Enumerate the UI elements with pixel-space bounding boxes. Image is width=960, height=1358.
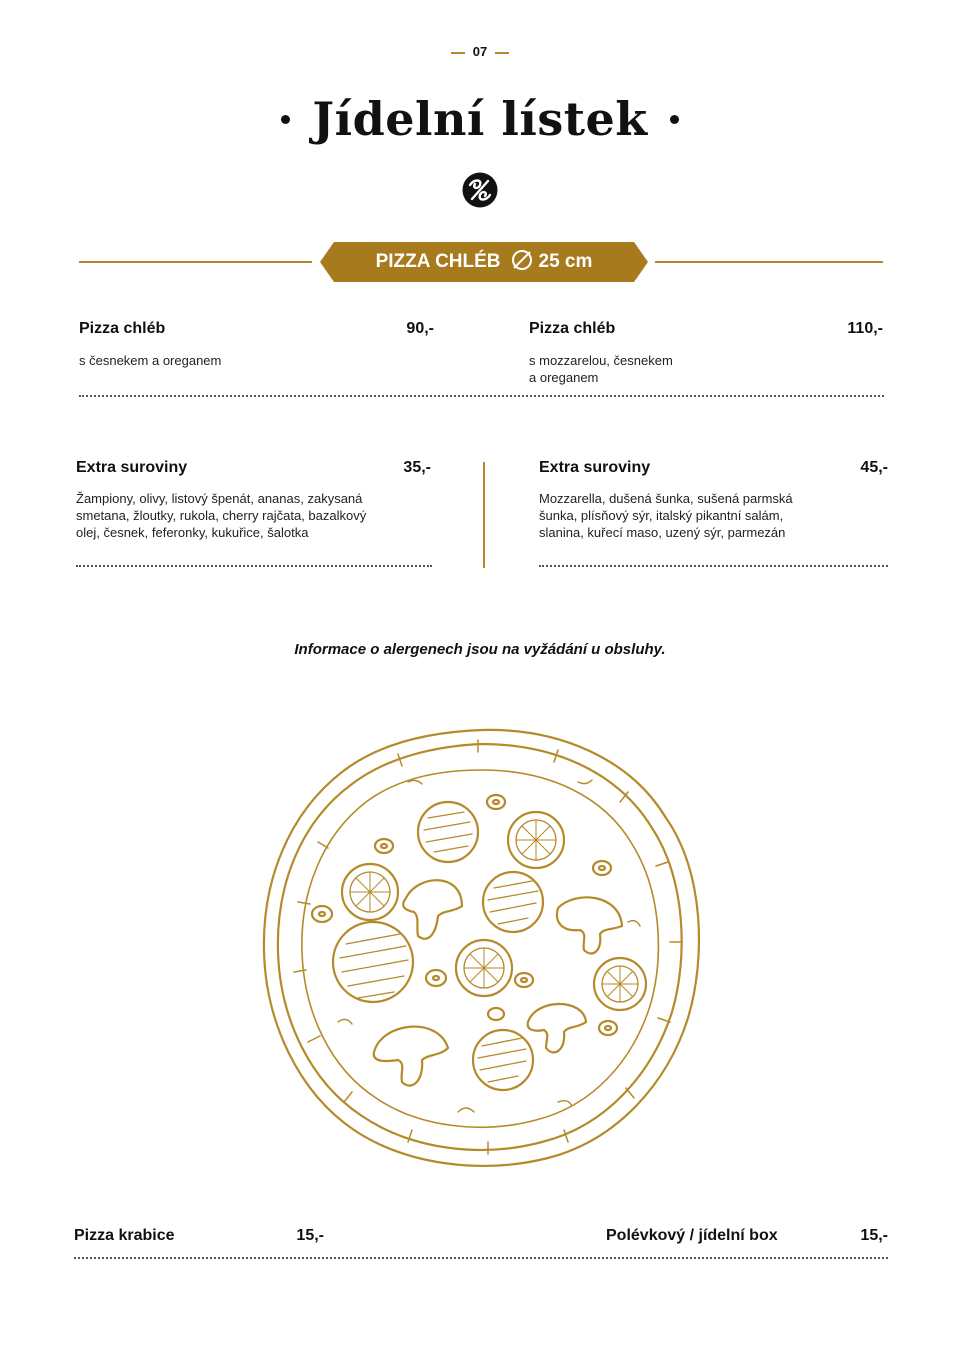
- section-rule-left: [79, 261, 312, 263]
- section-rule-right: [655, 261, 883, 263]
- footer-item-price: 15,-: [296, 1227, 324, 1244]
- item-price: 90,-: [406, 320, 434, 337]
- divider: [451, 52, 465, 54]
- extra-description-line: olej, česnek, feferonky, kukuřice, šalotka: [76, 525, 309, 540]
- item-name: Pizza chléb: [79, 320, 166, 337]
- item-description-line: s mozzarelou, česnekem: [529, 353, 673, 368]
- pizza-illustration: [258, 722, 706, 1170]
- dotted-divider: [76, 565, 432, 567]
- dotted-divider: [74, 1257, 888, 1259]
- extra-price: 35,-: [403, 459, 431, 476]
- item-description-line: a oreganem: [529, 370, 599, 385]
- extra-name: Extra suroviny: [539, 459, 651, 476]
- page-number: [0, 44, 960, 59]
- divider: [495, 52, 509, 54]
- extra-price: 45,-: [860, 459, 888, 476]
- extra-description-line: Žampiony, olivy, listový špenát, ananas, zakysaná: [76, 491, 363, 506]
- footer-item-price: 15,-: [860, 1227, 888, 1244]
- page-title-text: Jídelní lístek: [312, 92, 648, 146]
- column-divider: [483, 462, 485, 568]
- extra-description-line: slanina, kuřecí maso, uzený sýr, parmezán: [539, 525, 786, 540]
- footer-item-name: Polévkový / jídelní box: [606, 1227, 778, 1244]
- item-price: 110,-: [847, 320, 883, 337]
- section-size: 25 cm: [538, 251, 593, 272]
- extra-description-line: smetana, žloutky, rukola, cherry rajčata, bazalkový: [76, 508, 367, 523]
- diameter-icon: [511, 249, 533, 271]
- extra-description-line: Mozzarella, dušená šunka, sušená parmská: [539, 491, 793, 506]
- decorative-emblem-icon: [462, 172, 498, 208]
- allergen-note: Informace o alergenech jsou na vyžádání u obsluhy.: [294, 641, 666, 658]
- section-title: [320, 242, 648, 282]
- bullet-dot: [281, 115, 290, 124]
- extra-description-line: šunka, plísňový sýr, italský pikantní salám,: [539, 508, 784, 523]
- dotted-divider: [539, 565, 888, 567]
- section-title-text: PIZZA CHLÉB: [375, 251, 501, 272]
- page-title: [0, 92, 960, 146]
- item-description: [529, 352, 879, 386]
- extra-description: [76, 490, 436, 541]
- item-description-line: s česnekem a oreganem: [79, 353, 222, 368]
- bullet-dot: [670, 115, 679, 124]
- footer-item-name: Pizza krabice: [74, 1227, 175, 1244]
- extra-description: [539, 490, 889, 541]
- dotted-divider: [79, 395, 884, 397]
- page-number-text: 07: [472, 44, 488, 59]
- item-name: Pizza chléb: [529, 320, 616, 337]
- extra-name: Extra suroviny: [76, 459, 188, 476]
- item-description: [79, 352, 429, 369]
